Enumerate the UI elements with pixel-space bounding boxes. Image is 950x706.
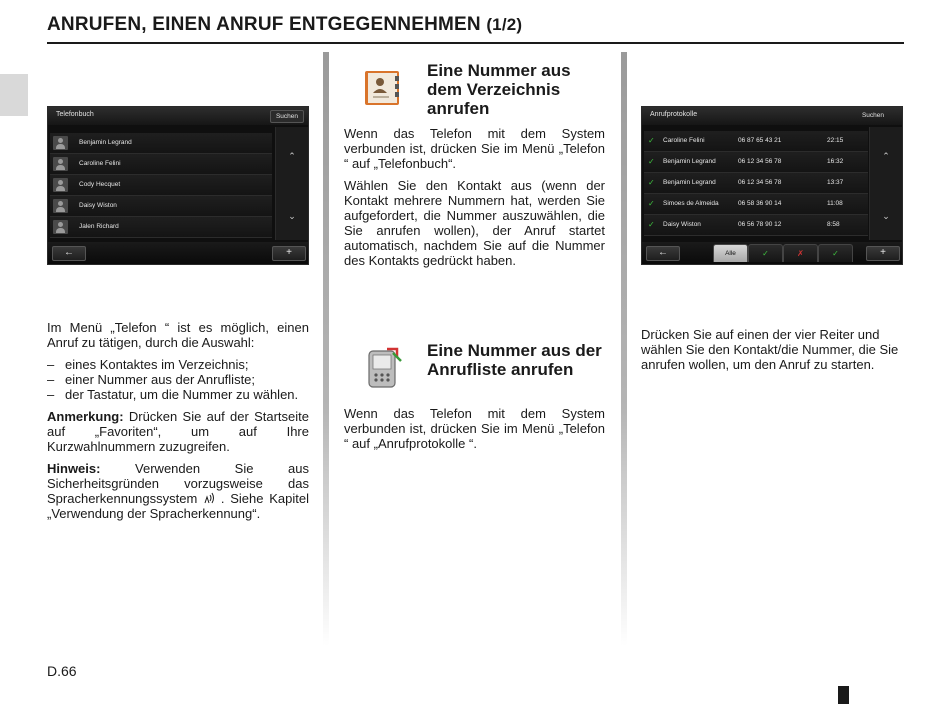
screen-title: Anrufprotokolle xyxy=(650,111,698,118)
column-separator-left xyxy=(323,52,329,646)
contact-name: Jalen Richard xyxy=(79,223,119,230)
plus-icon[interactable]: + xyxy=(272,246,306,261)
outgoing-call-icon: ✓ xyxy=(832,249,839,258)
tab-outgoing[interactable] xyxy=(818,244,853,262)
section2-paragraph-1: Wenn das Telefon mit dem System verbunden ist, drücken Sie im Menü „Telefon “ auf „Anrufprotokolle “. xyxy=(344,406,605,451)
contact-avatar-icon xyxy=(53,220,68,234)
contact-avatar-icon xyxy=(53,199,68,213)
screen-header xyxy=(48,107,308,125)
right-text-block xyxy=(641,327,903,379)
phonebook-screen xyxy=(47,106,309,265)
call-number: 06 58 36 90 14 xyxy=(738,200,782,207)
call-name: Benjamin Legrand xyxy=(663,158,716,165)
back-arrow-icon[interactable]: ← xyxy=(646,246,680,261)
screen-header xyxy=(642,107,902,125)
incoming-call-icon: ✓ xyxy=(762,249,769,258)
page-title xyxy=(47,14,522,36)
contact-row[interactable] xyxy=(50,217,272,238)
note-paragraph xyxy=(47,409,309,454)
call-time: 8:58 xyxy=(827,221,840,228)
list-item: – der Tastatur, um die Nummer zu wählen. xyxy=(47,387,309,402)
page-corner-mark xyxy=(838,686,849,704)
call-number: 06 87 65 43 21 xyxy=(738,137,782,144)
contact-name: Caroline Felini xyxy=(79,160,121,167)
scroll-down-icon[interactable]: ⌄ xyxy=(882,211,890,221)
contact-row[interactable] xyxy=(50,196,272,217)
list-item: – eines Kontaktes im Verzeichnis; xyxy=(47,357,309,372)
call-number: 06 12 34 56 78 xyxy=(738,158,782,165)
page-title-suffix: (1/2) xyxy=(486,15,523,34)
section2-title: Eine Nummer aus der Anrufliste anrufen xyxy=(427,341,602,379)
incoming-call-icon: ✓ xyxy=(648,199,655,208)
section1-title: Eine Nummer aus dem Verzeichnis anrufen xyxy=(427,61,571,118)
voice-recognition-icon xyxy=(203,491,221,506)
contact-avatar-icon xyxy=(53,178,68,192)
call-log-icon xyxy=(363,345,403,389)
scroll-up-icon[interactable]: ⌃ xyxy=(288,151,296,161)
contact-name: Benjamin Legrand xyxy=(79,139,132,146)
chapter-tab-marker xyxy=(0,74,28,116)
call-time: 13:37 xyxy=(827,179,844,186)
scrollbar[interactable] xyxy=(275,127,308,240)
call-name: Benjamin Legrand xyxy=(663,179,716,186)
options-list xyxy=(47,357,309,402)
call-name: Daisy Wiston xyxy=(663,221,701,228)
call-time: 11:08 xyxy=(827,200,843,207)
contact-avatar-icon xyxy=(53,157,68,171)
call-row[interactable] xyxy=(644,173,868,194)
intro-paragraph: Im Menü „Telefon “ ist es möglich, einen Anruf zu tätigen, durch die Auswahl: xyxy=(47,320,309,350)
call-name: Simoes de Almeida xyxy=(663,200,719,207)
back-arrow-icon[interactable]: ← xyxy=(52,246,86,261)
contact-name: Daisy Wiston xyxy=(79,202,117,209)
call-time: 16:32 xyxy=(827,158,844,165)
scroll-down-icon[interactable]: ⌄ xyxy=(288,211,296,221)
note-text: Drücken Sie auf der Startseite auf „Favoriten“, um auf Ihre Kurzwahlnummern zuzugreifen. xyxy=(47,409,309,454)
hint-paragraph xyxy=(47,461,309,521)
incoming-call-icon: ✓ xyxy=(648,157,655,166)
phonebook-icon xyxy=(362,68,402,108)
incoming-call-icon: ✓ xyxy=(648,136,655,145)
screen-footer xyxy=(48,242,308,264)
right-paragraph: Drücken Sie auf einen der vier Reiter und wählen Sie den Kontakt/die Nummer, die Sie anrufen wollen, um den Anruf zu starten. xyxy=(641,327,899,372)
missed-call-icon: ✗ xyxy=(797,249,804,258)
scrollbar[interactable] xyxy=(869,127,902,240)
call-row[interactable] xyxy=(644,131,868,152)
call-number: 06 56 78 90 12 xyxy=(738,221,782,228)
incoming-call-icon: ✓ xyxy=(648,178,655,187)
hint-text-end: . Siehe Kapitel „Verwendung der Spracherkennung“. xyxy=(47,491,309,521)
tab-all[interactable]: Alle xyxy=(713,244,748,262)
tab-incoming[interactable] xyxy=(748,244,783,262)
section1-paragraph-2: Wählen Sie den Kontakt aus (wenn der Kontakt mehrere Nummern hat, werden Sie aufgefordert, die Nummer auszuwählen, die Sie anrufen wollen), der Anruf startet automatisch, nachdem Sie auf die Nummer des Kontakts gedrückt haben. xyxy=(344,178,605,268)
plus-icon[interactable]: + xyxy=(866,246,900,261)
list-item: – einer Nummer aus der Anrufliste; xyxy=(47,372,309,387)
call-time: 22:15 xyxy=(827,137,844,144)
contact-row[interactable] xyxy=(50,175,272,196)
screen-title: Telefonbuch xyxy=(56,111,94,118)
contact-row[interactable] xyxy=(50,154,272,175)
title-rule xyxy=(47,42,904,44)
call-name: Caroline Felini xyxy=(663,137,705,144)
call-row[interactable] xyxy=(644,152,868,173)
search-button[interactable]: Suchen xyxy=(270,110,304,123)
column-separator-right xyxy=(621,52,627,646)
call-number: 06 12 34 56 78 xyxy=(738,179,782,186)
scroll-up-icon[interactable]: ⌃ xyxy=(882,151,890,161)
contact-row[interactable] xyxy=(50,133,272,154)
section2-body xyxy=(344,406,605,458)
hint-text: Verwenden Sie aus Sicherheitsgründen vorzugsweise das Spracherkennungssystem xyxy=(47,461,309,506)
page-title-text: ANRUFEN, EINEN ANRUF ENTGEGENNEHMEN xyxy=(47,14,481,35)
tab-missed[interactable] xyxy=(783,244,818,262)
section1-body xyxy=(344,126,605,275)
hint-label: Hinweis: xyxy=(47,461,101,476)
section1-paragraph-1: Wenn das Telefon mit dem System verbunden ist, drücken Sie im Menü „Telefon “ auf „Telefonbuch“. xyxy=(344,126,605,171)
call-log-screen xyxy=(641,106,903,265)
call-row[interactable] xyxy=(644,194,868,215)
contact-name: Cody Hecquet xyxy=(79,181,121,188)
screen-footer xyxy=(642,242,902,264)
search-button[interactable]: Suchen xyxy=(861,112,885,119)
page-number: D.66 xyxy=(47,663,77,679)
note-label: Anmerkung: xyxy=(47,409,124,424)
incoming-call-icon: ✓ xyxy=(648,220,655,229)
call-row[interactable] xyxy=(644,215,868,236)
contact-avatar-icon xyxy=(53,136,68,150)
left-text-block xyxy=(47,320,309,528)
